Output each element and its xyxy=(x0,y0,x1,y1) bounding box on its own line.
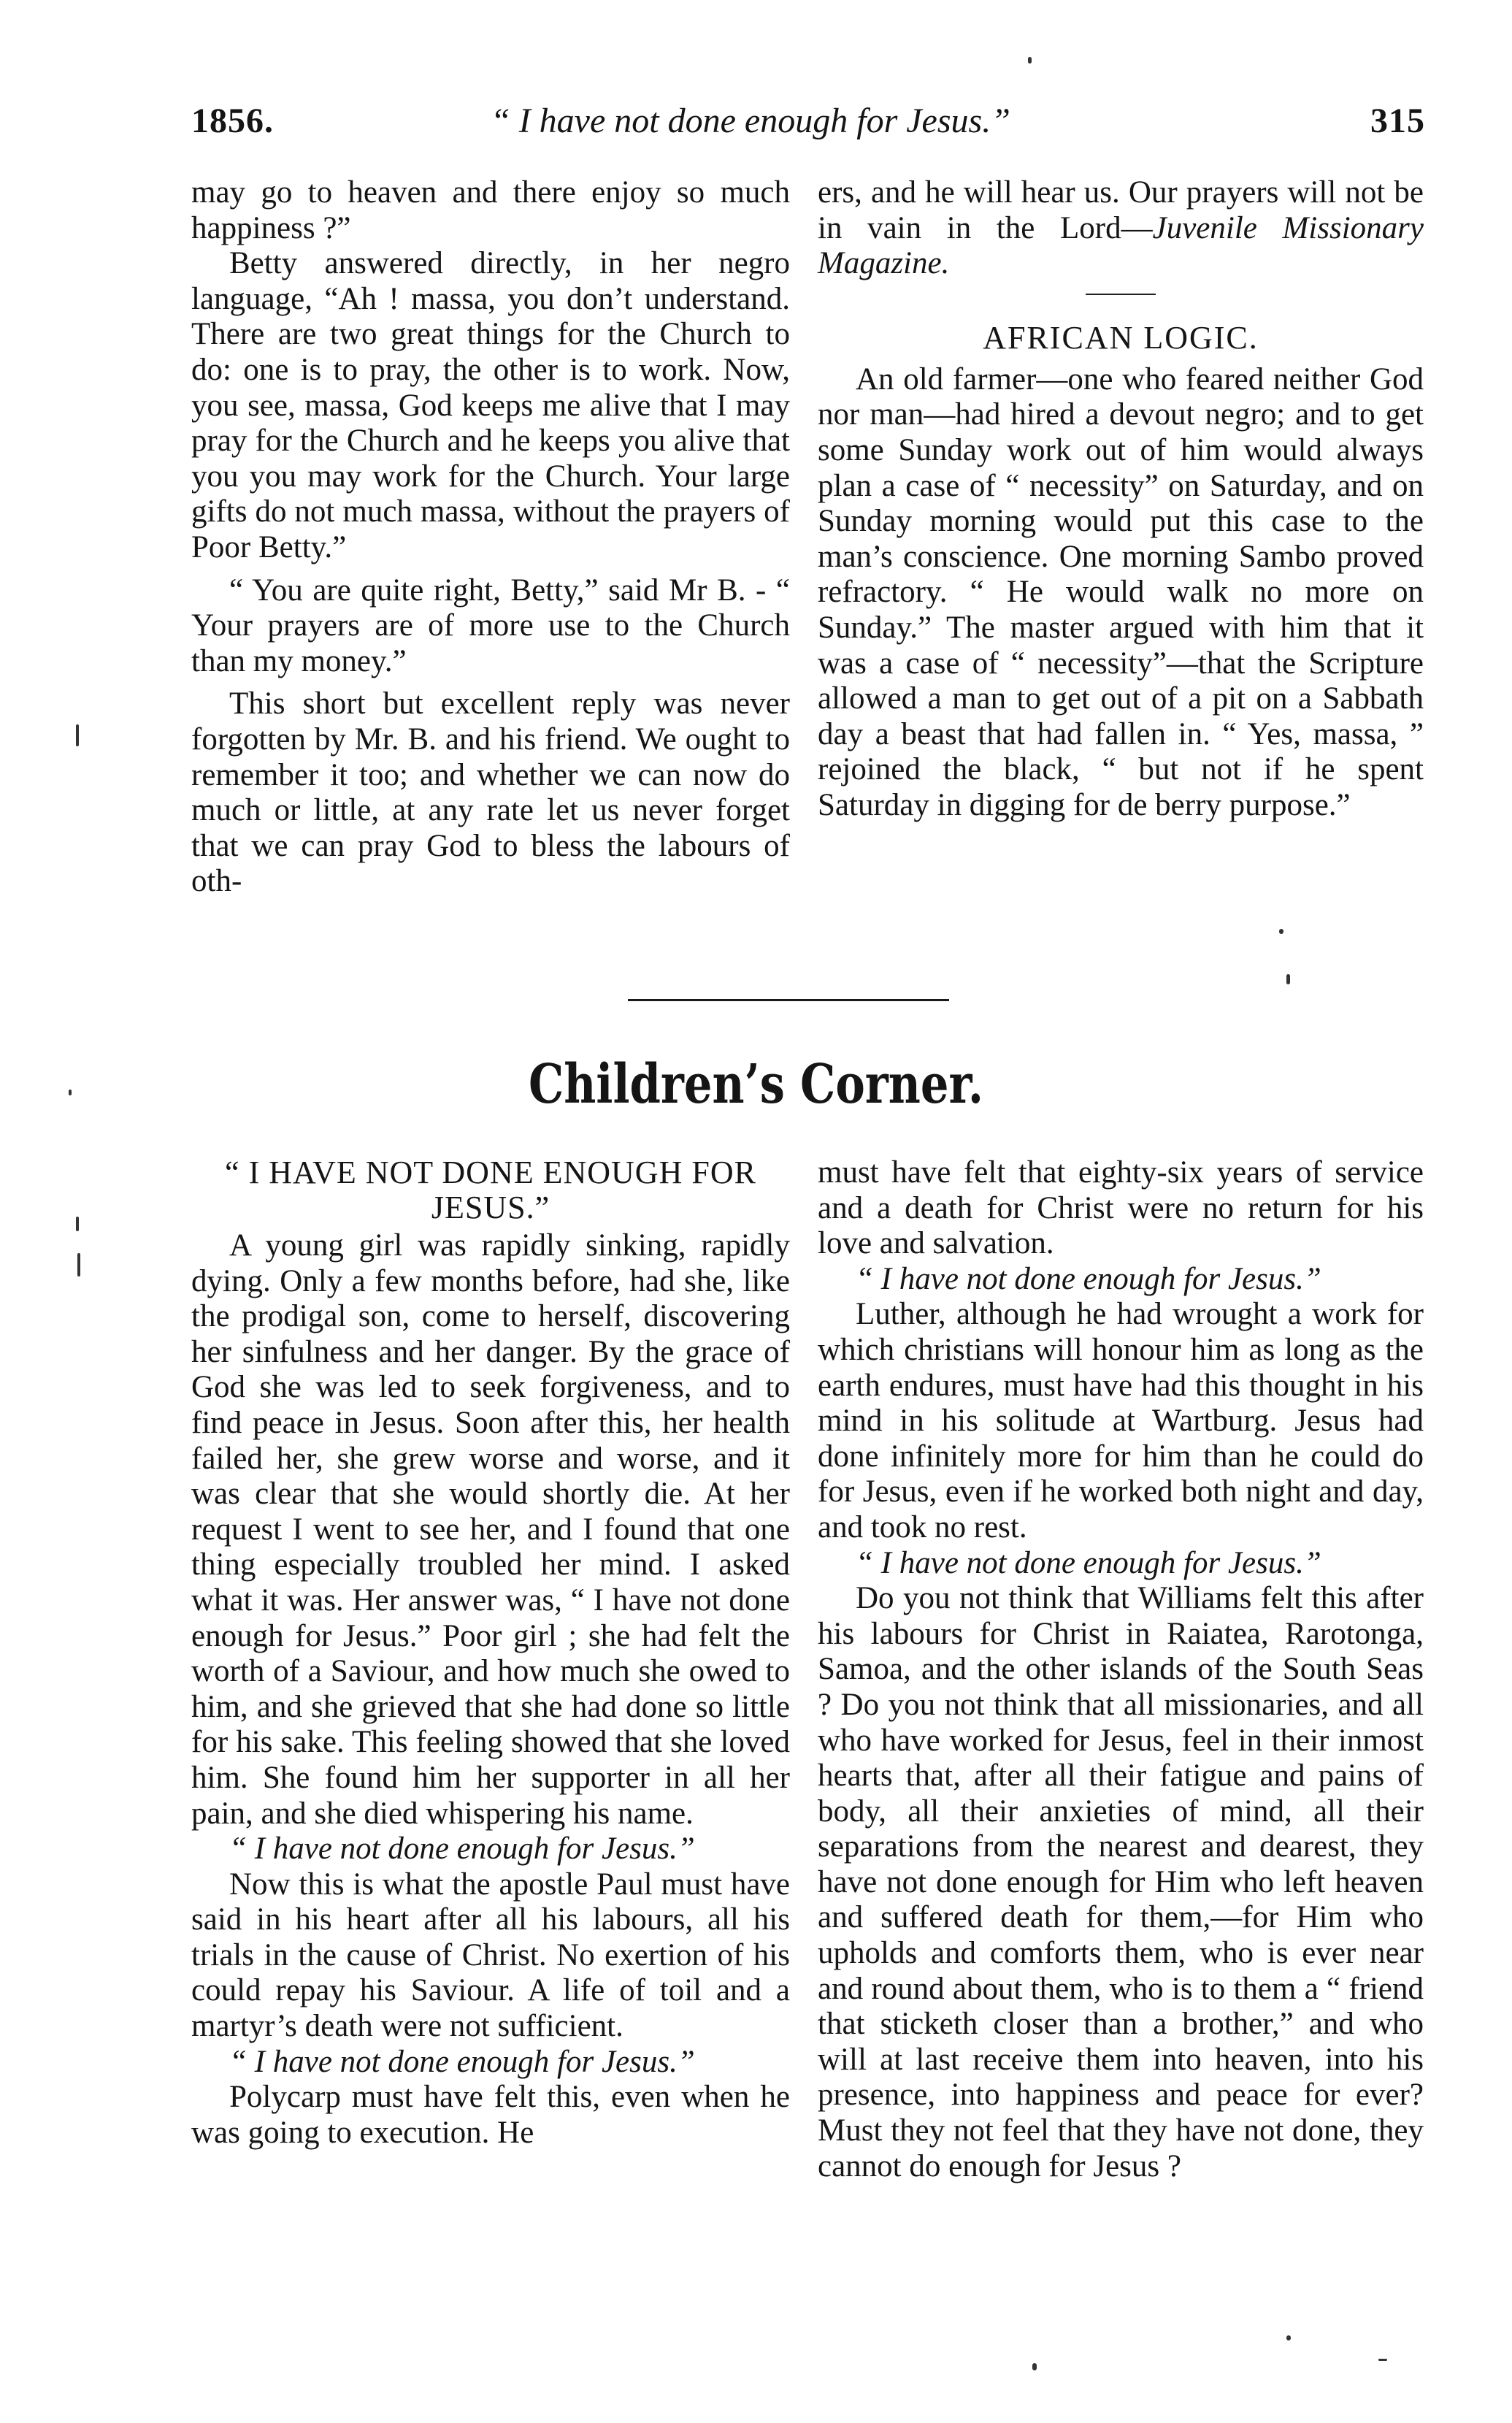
paragraph: Do you not think that Williams felt this after his labours for Christ in Raiatea, Rarotonga, Samoa, and the other islands of the South Seas ? Do you not think that all missionaries, and all who have worked for Jesus, feel in their inmost hearts that, after all their fatigue and pains of body, all their anxieties of mind, all their separations from the nearest and dearest, they have not done enough for Him who left heaven and suffered death for them,—for Him who upholds and comforts them, who is ever near and round about them, who is to them a “ friend that sticketh closer than a brother,” and who will at last receive them into heaven, into his presence, into happiness and peace for ever? Must they not feel that they have not done, they cannot do enough for Jesus ? xyxy=(818,1581,1424,2183)
paragraph: “ You are quite right, Betty,” said Mr B. - “ Your prayers are of more use to the Church than my money.” xyxy=(191,573,790,678)
scan-speck xyxy=(1032,2363,1037,2370)
paragraph: Luther, although he had wrought a work for which christians will honour him as long as the earth endures, must have had this thought in his mind in his solitude at Wartburg. Jesus had done infinitely more for him than he could do for Jesus, even if he worked both night and day, and took no rest. xyxy=(818,1297,1424,1544)
header-year: 1856. xyxy=(191,102,274,140)
article-heading: AFRICAN LOGIC. xyxy=(983,319,1259,356)
top-left-column xyxy=(191,175,790,900)
running-header xyxy=(191,99,1425,143)
source-citation: Juvenile Missionary Magazine. xyxy=(818,210,1424,281)
top-right-column xyxy=(818,175,1424,824)
scan-speck xyxy=(76,1217,79,1231)
paragraph: A young girl was rapidly sinking, rapidly dying. Only a few months before, had she, like the prodigal son, come to herself, discovering her sinfulness and her danger. By the grace of God she was led to seek forgiveness, and to find peace in Jesus. Soon after this, her health failed her, she grew worse and worse, and it was clear that she would shortly die. At her request I went to see her, and I found that one thing especially troubled her mind. I asked what it was. Her answer was, “ I have not done enough for Jesus.” Poor girl ; she had felt the worth of a Saviour, and how much she owed to him, and she grieved that she had done so little for his sake. This feeling showed that she loved him. She found him her supporter in all her pain, and she died whispering his name. xyxy=(191,1228,790,1831)
refrain: “ I have not done enough for Jesus.” xyxy=(856,1261,1321,1296)
paragraph xyxy=(818,175,1424,282)
scan-speck xyxy=(1279,929,1283,934)
scan-speck xyxy=(1286,974,1290,984)
paragraph: may go to heaven and there enjoy so much happiness ?” xyxy=(191,175,790,245)
paragraph: An old farmer—one who feared neither God nor man—had hired a devout negro; and to get some Sunday work out of him would always plan a case of “ necessity” on Saturday, and on Sunday morning would put this case to the man’s conscience. One morning Sambo proved refractory. “ He would walk no more on Sunday.” The master argued with him that it was a case of “ necessity”—that the Scripture allowed a man to get out of a pit on a Sabbath day a beast that had fallen in. “ Yes, massa, ” rejoined the black, “ but not if he spent Saturday in digging for de berry purpose.” xyxy=(818,361,1424,822)
scan-speck xyxy=(1286,2335,1291,2340)
divider xyxy=(1086,294,1156,295)
paragraph: Now this is what the apostle Paul must have said in his heart after all his labours, all his trials in the cause of Christ. No exertion of his could repay his Saviour. A life of toil and a martyr’s death were not sufficient. xyxy=(191,1867,790,2044)
section-title: Children’s Corner. xyxy=(528,1053,984,1116)
scan-speck xyxy=(69,1090,72,1095)
paragraph-text: ers, and he will hear us. Our prayers will not be in vain in the Lord— xyxy=(818,175,1424,245)
refrain: “ I have not done enough for Jesus.” xyxy=(229,1831,695,1867)
paragraph: must have felt that eighty-six years of service and a death for Christ were no return for his love and salvation. xyxy=(818,1155,1424,1261)
paragraph: Polycarp must have felt this, even when he was going to execution. He xyxy=(191,2080,790,2150)
section-divider xyxy=(628,999,949,1001)
header-running-title: “ I have not done enough for Jesus.” xyxy=(491,102,1010,140)
paragraph: This short but excellent reply was never forgotten by Mr. B. and his friend. We ought to remember it too; and whether we can now do much or little, at any rate let us never forget that we can pray God to bless the labours of oth- xyxy=(191,686,790,899)
scan-speck xyxy=(1028,57,1032,64)
refrain: “ I have not done enough for Jesus.” xyxy=(856,1545,1321,1580)
scan-speck xyxy=(77,1253,80,1276)
scan-speck xyxy=(1378,2359,1387,2361)
page-number: 315 xyxy=(1370,102,1425,140)
bottom-left-column xyxy=(191,1155,790,2151)
paragraph: Betty answered directly, in her negro language, “Ah ! massa, you don’t understand. There are two great things for the Church to do: one is to pray, the other is to work. Now, you see, massa, God keeps me alive that I may pray for the Church and he keeps you alive that you you may work for the Church. Your large gifts do not much massa, without the prayers of Poor Betty.” xyxy=(191,246,790,564)
refrain: “ I have not done enough for Jesus.” xyxy=(229,2044,695,2079)
story-title: “ I HAVE NOT DONE ENOUGH FOR JESUS.” xyxy=(225,1155,756,1225)
scan-speck xyxy=(76,724,79,746)
bottom-right-column xyxy=(818,1155,1424,2184)
